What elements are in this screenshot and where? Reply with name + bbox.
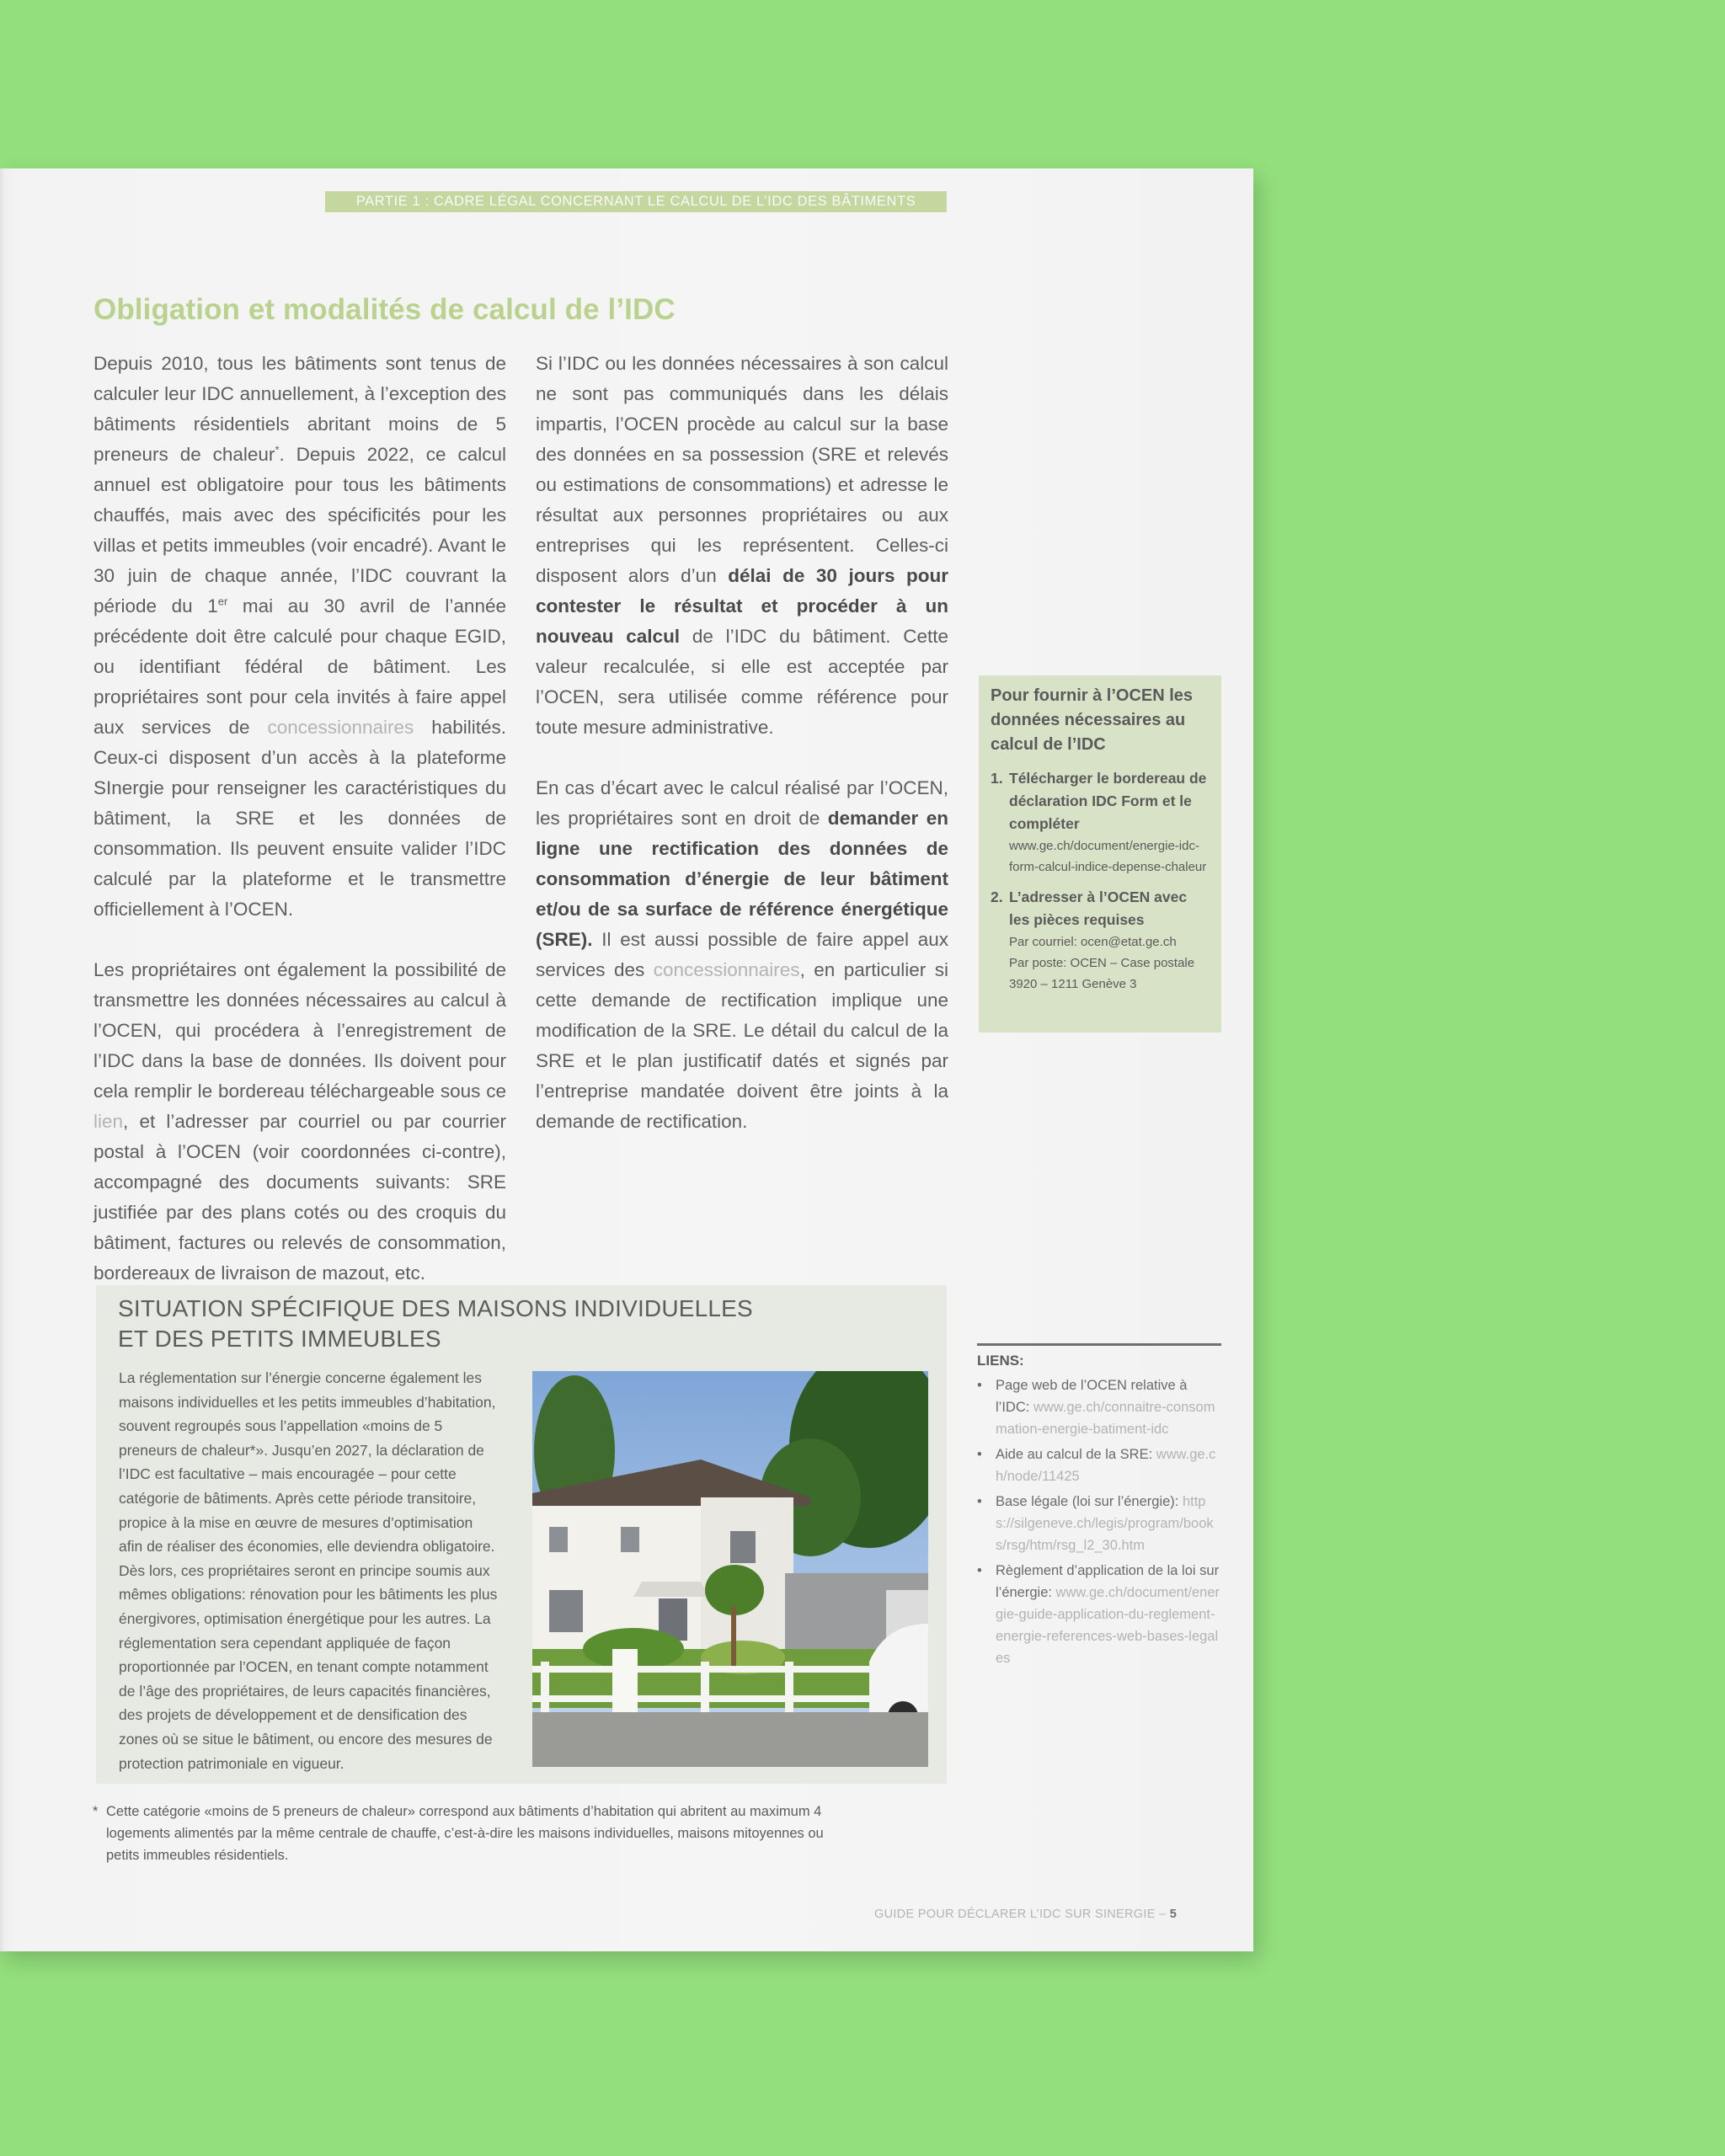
box-title: SITUATION SPÉCIFIQUE DES MAISONS INDIVIDUELLES ET DES PETITS IMMEUBLES bbox=[118, 1295, 753, 1352]
paragraph: Les propriétaires ont également la possibilité de transmettre les données nécessaires au calcul à l’OCEN, qui procédera à l’enregistrement de l’IDC dans la base de données. Ils doivent pour cela remplir le bordereau téléchargeable sous ce lien, et l’adresser par courriel ou par courrier postal à l’OCEN (voir coordonnées ci-contre), accompagné des documents suivants: SRE justifiée par des plans cotés ou des croquis du bâtiment, factures ou relevés de consommation, bordereaux de livraison de mazout, etc. bbox=[93, 959, 506, 1283]
house-photo bbox=[532, 1371, 928, 1767]
link-item: • Page web de l’OCEN relative à l’IDC: www.ge.ch/connaitre-consommation-energie-batiment-idc bbox=[977, 1378, 1215, 1437]
link-url[interactable]: www.ge.ch/connaitre-consommation-energie-batiment-idc bbox=[996, 1400, 1215, 1437]
link-url[interactable]: www.ge.ch/document/energie-guide-application-du-reglement-energie-references-web-bases-legales bbox=[996, 1585, 1220, 1666]
form-download-link[interactable]: www.ge.ch/document/energie-idc-form-calcul-indice-depense-chaleur bbox=[1009, 839, 1207, 874]
house-illustration bbox=[532, 1371, 928, 1767]
link-item: • Aide au calcul de la SRE: www.ge.ch/node/11425 bbox=[977, 1447, 1216, 1484]
email-contact[interactable]: Par courriel: ocen@etat.ge.ch bbox=[1009, 935, 1177, 949]
link-url[interactable]: www.ge.ch/node/11425 bbox=[996, 1447, 1216, 1484]
page-footer: GUIDE POUR DÉCLARER L’IDC SUR SINERGIE – 5 bbox=[874, 1908, 1178, 1921]
text-column-right bbox=[536, 349, 948, 1167]
link-url[interactable]: https://silgeneve.ch/legis/program/books/rsg/htm/rsg_l2_30.htm bbox=[996, 1494, 1214, 1553]
concessionnaires-link[interactable]: concessionnaires bbox=[653, 959, 800, 980]
links-section bbox=[977, 1343, 1221, 1673]
links-list bbox=[977, 1374, 1221, 1669]
footnote: * Cette catégorie «moins de 5 preneurs de chaleur» correspond aux bâtiments d’habitation qui abritent au maximum 4 logements alimentés par la même centrale de chauffe, c’est-à-dire les maisons individuelles, maisons mitoyennes ou petits immeubles résidentiels. bbox=[93, 1804, 824, 1863]
bordereau-link[interactable]: lien bbox=[93, 1111, 124, 1132]
paragraph: En cas d’écart avec le calcul réalisé par l’OCEN, les propriétaires sont en droit de demander en ligne une rectification des données de consommation d’énergie de leur bâtiment et/ou de sa surface de référence énergétique (SRE). Il est aussi possible de faire appel aux services des concessionnaires, en particulier si cette demande de rectification implique une modification de la SRE. Le détail du calcul de la SRE et le plan justificatif datés et signés par l’entreprise mandatée doivent être joints à la demande de rectification. bbox=[536, 777, 948, 1132]
paragraph: Depuis 2010, tous les bâtiments sont tenus de calculer leur IDC annuellement, à l’exception des bâtiments résidentiels abritant moins de 5 preneurs de chaleur*. Depuis 2022, ce calcul annuel est obligatoire pour tous les bâtiments chauffés, mais avec des spécificités pour les villas et petits immeubles (voir encadré). Avant le 30 juin de chaque année, l’IDC couvrant la période du 1er mai au 30 avril de l’année précédente doit être calculé pour chaque EGID, ou identifiant fédéral de bâtiment. Les propriétaires sont pour cela invités à faire appel aux services de concessionnaires habilités. Ceux-ci disposent d’un accès à la plateforme SInergie pour renseigner les caractéristiques du bâtiment, la SRE et les données de consommation. Ils peuvent ensuite valider l’IDC calculé par la plateforme et le transmettre officiellement à l’OCEN. bbox=[93, 353, 506, 920]
text-column-left bbox=[93, 349, 506, 1319]
page-title: Obligation et modalités de calcul de l’IDC bbox=[93, 293, 676, 326]
footnote-mark: * bbox=[275, 443, 280, 456]
callout-steps bbox=[991, 767, 1210, 995]
link-item: • Base légale (loi sur l’énergie): https://silgeneve.ch/legis/program/books/rsg/htm/rsg_l2_30.htm bbox=[977, 1494, 1214, 1553]
brochure-page bbox=[0, 168, 1253, 1951]
postal-address: Par poste: OCEN – Case postale 3920 – 1211 Genève 3 bbox=[1009, 956, 1195, 991]
box-text: La réglementation sur l’énergie concerne également les maisons individuelles et les petits immeubles d’habitation, souvent regroupés sous l’appellation «moins de 5 preneurs de chaleur*». Jusqu’en 2027, la déclaration de l’IDC est facultative – mais encouragée – pour cette catégorie de bâtiments. Après cette période transitoire, propice à la mise en œuvre de mesures d’optimisation afin de réaliser des économies, elle deviendra obligatoire. Dès lors, ces propriétaires seront en principe soumis aux mêmes obligations: rénovation pour les bâtiments les plus énergivores, optimisation énergétique pour les autres. La réglementation sera cependant appliquée de façon proportionnée par l’OCEN, en tenant compte notamment de l’âge des propriétaires, de leurs capacités financières, des projets de développement et de densification des zones où se situe le bâtiment, ou encore des mesures de protection patrimoniale en vigueur. bbox=[119, 1369, 498, 1772]
info-callout bbox=[979, 675, 1221, 1033]
links-heading: LIENS: bbox=[977, 1353, 1024, 1369]
page-number: 5 bbox=[1169, 1908, 1178, 1921]
callout-step: 2. L’adresser à l’OCEN avec les pièces requises Par courriel: ocen@etat.ge.ch Par poste: OCEN – Case postale 3920 – 1211 Genève 3 bbox=[991, 886, 1210, 995]
callout-title: Pour fournir à l’OCEN les données nécessaires au calcul de l’IDC bbox=[991, 686, 1194, 754]
concessionnaires-link[interactable]: concessionnaires bbox=[267, 717, 414, 738]
section-header-band: PARTIE 1 : CADRE LÉGAL CONCERNANT LE CALCUL DE L’IDC DES BÂTIMENTS bbox=[325, 191, 947, 212]
callout-step: 1. Télécharger le bordereau de déclaration IDC Form et le compléter www.ge.ch/document/energie-idc-form-calcul-indice-depense-chaleur bbox=[991, 767, 1210, 878]
link-item: • Règlement d’application de la loi sur l’énergie: www.ge.ch/document/energie-guide-application-du-reglement-energie-references-web-bases-legales bbox=[977, 1563, 1220, 1666]
paragraph: Si l’IDC ou les données nécessaires à son calcul ne sont pas communiqués dans les délais impartis, l’OCEN procède au calcul sur la base des données en sa possession (SRE et relevés ou estimations de consommations) et adresse le résultat aux personnes propriétaires ou aux entreprises qui les représentent. Celles-ci disposent alors d’un délai de 30 jours pour contester le résultat et procéder à un nouveau calcul de l’IDC du bâtiment. Cette valeur recalculée, si elle est acceptée par l’OCEN, sera utilisée comme référence pour toute mesure administrative. bbox=[536, 353, 948, 738]
specific-situation-box bbox=[96, 1285, 947, 1784]
